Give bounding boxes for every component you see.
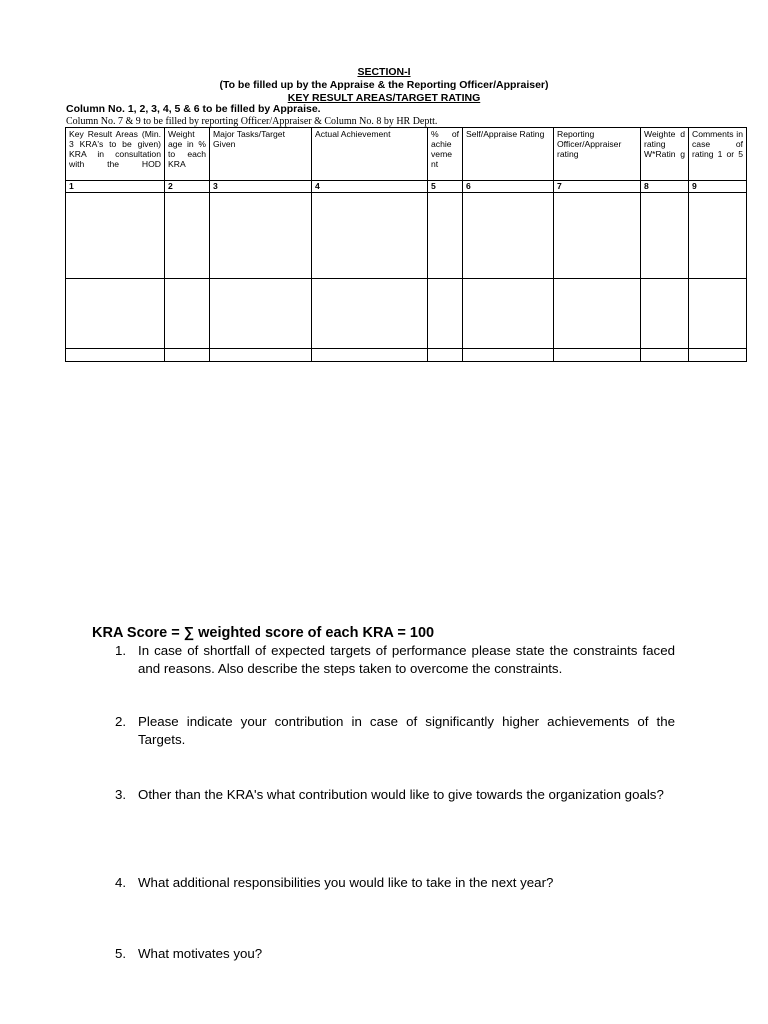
column-number: 1 [66, 181, 165, 193]
question-number: 3. [115, 787, 127, 802]
header-actual-achievement: Actual Achievement [312, 128, 428, 181]
table-cell[interactable] [428, 193, 463, 279]
question-item [115, 874, 675, 892]
question-number: 1. [115, 643, 127, 658]
table-cell[interactable] [689, 349, 747, 362]
table-cell[interactable] [312, 279, 428, 349]
table-cell[interactable] [66, 193, 165, 279]
kra-rating-table [65, 127, 747, 362]
question-text: Please indicate your contribution in case of significantly higher achievements of the Targets. [138, 714, 675, 747]
table-row [66, 349, 747, 362]
column-number: 5 [428, 181, 463, 193]
section-title: SECTION-I [357, 66, 411, 78]
table-cell[interactable] [463, 193, 554, 279]
column-number: 4 [312, 181, 428, 193]
question-text: In case of shortfall of expected targets of performance please state the constraints faced and reasons. Also describe the steps taken to overcome the constraints. [138, 643, 675, 676]
header-weighted-rating: Weighte d rating W*Ratin g [641, 128, 689, 181]
question-item [115, 713, 675, 749]
table-cell[interactable] [165, 349, 210, 362]
header-reporting-officer-rating: Reporting Officer/Appraiser rating [554, 128, 641, 181]
table-cell[interactable] [210, 279, 312, 349]
table-row [66, 193, 747, 279]
table-cell[interactable] [66, 279, 165, 349]
question-text: What additional responsibilities you would like to take in the next year? [138, 875, 554, 890]
table-cell[interactable] [165, 193, 210, 279]
question-item [115, 642, 675, 678]
header-self-rating: Self/Appraise Rating [463, 128, 554, 181]
table-cell[interactable] [463, 279, 554, 349]
instruction-appraise: Column No. 1, 2, 3, 4, 5 & 6 to be filled by Appraise. [66, 103, 321, 115]
instruction-reporting-officer: Column No. 7 & 9 to be filled by reporting Officer/Appraiser & Column No. 8 by HR Deptt. [66, 116, 438, 127]
section-heading: KEY RESULT AREAS/TARGET RATING [287, 92, 481, 104]
question-text: What motivates you? [138, 946, 263, 961]
table-cell[interactable] [312, 193, 428, 279]
table-cell[interactable] [641, 279, 689, 349]
table-cell[interactable] [165, 279, 210, 349]
table-cell[interactable] [554, 279, 641, 349]
table-cell[interactable] [428, 349, 463, 362]
table-cell[interactable] [210, 349, 312, 362]
table-cell[interactable] [641, 349, 689, 362]
column-number: 7 [554, 181, 641, 193]
table-number-row [66, 181, 747, 193]
question-number: 4. [115, 875, 127, 890]
table-cell[interactable] [689, 193, 747, 279]
question-number: 2. [115, 714, 127, 729]
header-key-result-areas: Key Result Areas (Min. 3 KRA's to be given) KRA in consultation with the HOD [66, 128, 165, 181]
column-number: 9 [689, 181, 747, 193]
table-cell[interactable] [428, 279, 463, 349]
table-header-row [66, 128, 747, 181]
table-cell[interactable] [641, 193, 689, 279]
column-number: 2 [165, 181, 210, 193]
column-number: 6 [463, 181, 554, 193]
table-cell[interactable] [312, 349, 428, 362]
header-weightage: Weight age in % to each KRA [165, 128, 210, 181]
section-subtitle: (To be filled up by the Appraise & the Reporting Officer/Appraiser) [219, 79, 549, 91]
table-cell[interactable] [689, 279, 747, 349]
table-cell[interactable] [66, 349, 165, 362]
table-cell[interactable] [463, 349, 554, 362]
question-text: Other than the KRA's what contribution would like to give towards the organization goals? [138, 787, 664, 802]
header-comments: Comments in case of rating 1 or 5 [689, 128, 747, 181]
table-cell[interactable] [210, 193, 312, 279]
table-cell[interactable] [554, 193, 641, 279]
table-row [66, 279, 747, 349]
column-number: 8 [641, 181, 689, 193]
table-cell[interactable] [554, 349, 641, 362]
kra-score-formula: KRA Score = ∑ weighted score of each KRA = 100 [92, 625, 435, 641]
question-item [115, 786, 675, 804]
question-item [115, 945, 675, 963]
column-number: 3 [210, 181, 312, 193]
header-percent-achievement: % of achie veme nt [428, 128, 463, 181]
header-major-tasks: Major Tasks/Target Given [210, 128, 312, 181]
question-number: 5. [115, 946, 127, 961]
